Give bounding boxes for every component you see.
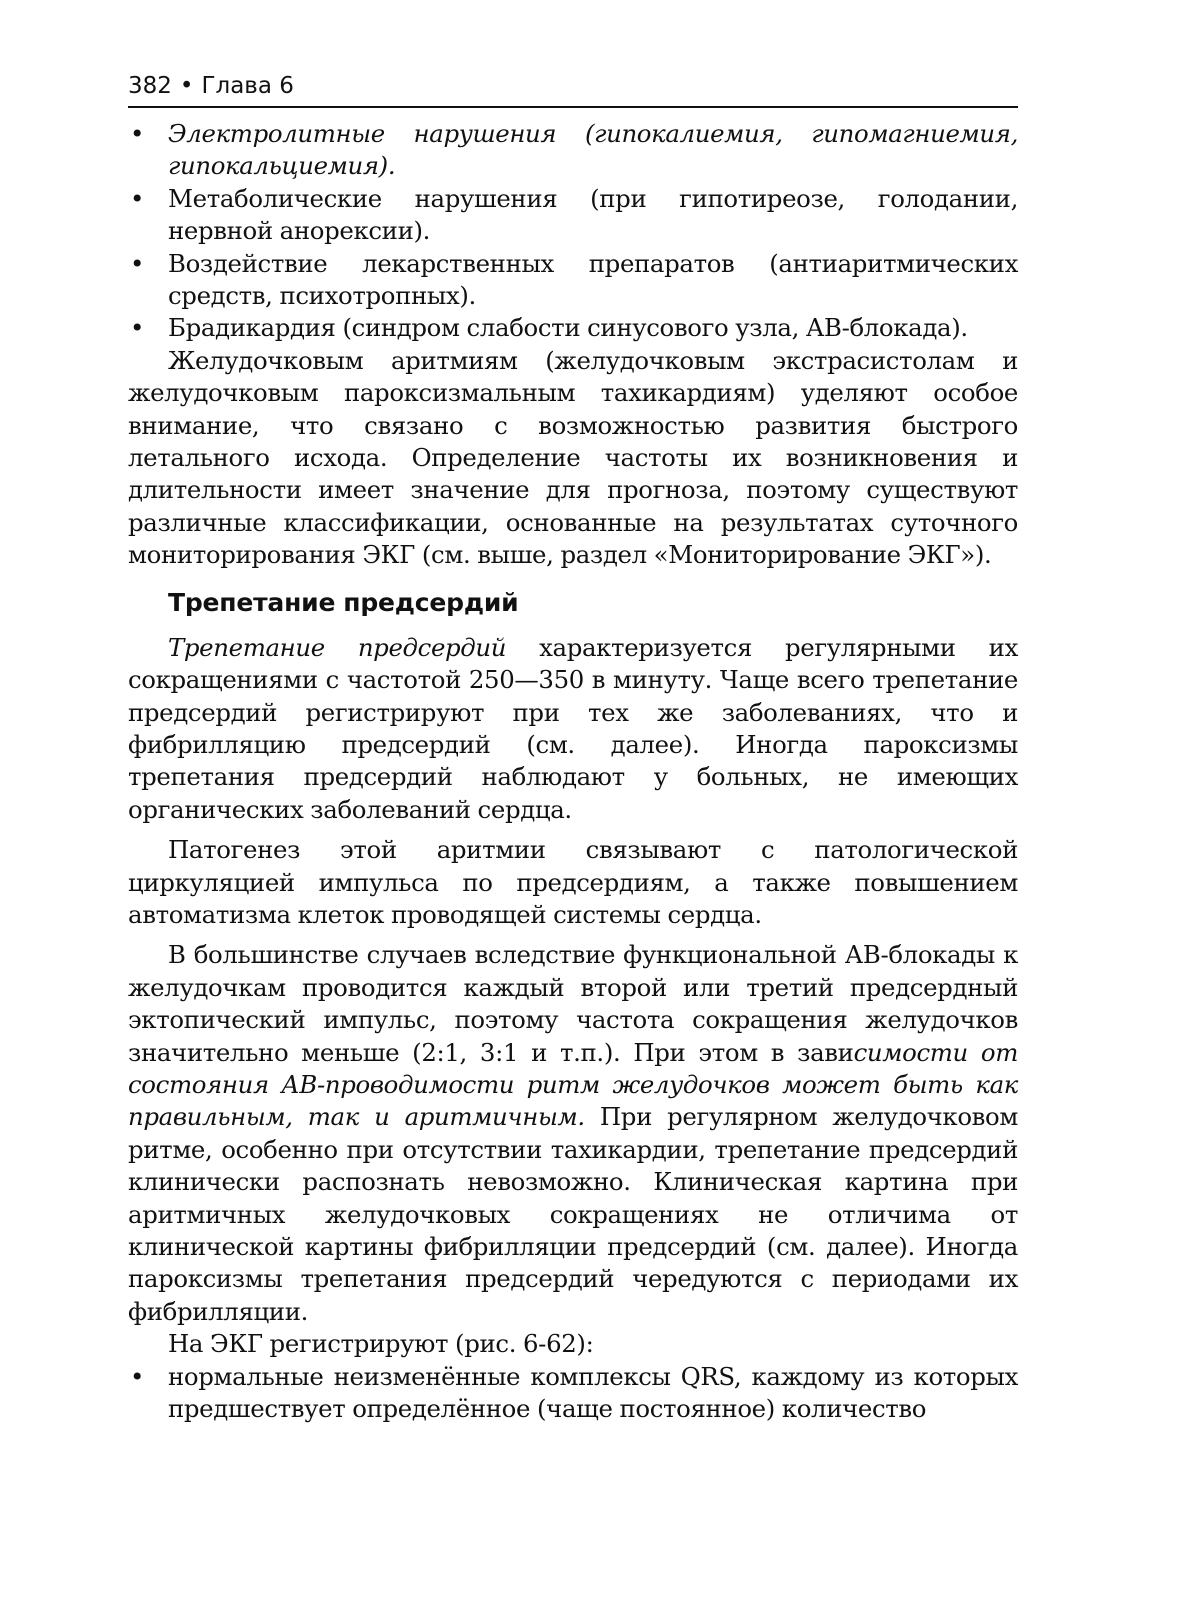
list-item: • нормальные неизменённые комплексы QRS, каждому из которых предшествует определённое (чаще постоянное) количество — [128, 1361, 1018, 1426]
cause-list — [128, 118, 1018, 345]
list-item: • Брадикардия (синдром слабости синусового узла, АВ-блокада). — [128, 312, 1018, 344]
list-item: • Электролитные нарушения (гипокалиемия, гипомагниемия, гипокальциемия). — [128, 118, 1018, 183]
section-title: Трепетание предсердий — [168, 587, 519, 617]
body-text — [128, 118, 1018, 1425]
defined-term: Трепетание предсердий — [168, 632, 507, 662]
paragraph-ventricular-arrhythmias: Желудочковым аритмиям (желудочковым экстрасистолам и желудочковым пароксизмальным тахикардиям) уделяют особое внимание, что связано с возможностью развития быстрого летального исхода. Определение частоты их возникновения и длительности имеет значение для прогноза, поэтому существуют различные классификации, основанные на результатах суточного мониторирования ЭКГ (см. выше, раздел «Мониторирование ЭКГ»). — [128, 345, 1018, 570]
paragraph-conduction — [128, 939, 1018, 1328]
definition-text: характеризуется регулярными их сокращениями с частотой 250—350 в минуту. Чаще всего трепетание предсердий регистрируют при тех же заболеваниях, что и фибрилляцию предсердий (см. далее). Иногда пароксизмы трепетания предсердий наблюдают у больных, не имеющих органических заболеваний сердца. — [128, 632, 1018, 824]
list-item: • Метаболические нарушения (при гипотиреозе, голодании, нервной анорексии). — [128, 183, 1018, 248]
conduction-text-a: В большинстве случаев вследствие функциональной АВ-блокады к желудочкам проводится каждый второй или третий предсердный эктопический импульс, поэтому частота сокращения желудочков значительно меньше (2:1, 3:1 и т.п.). При этом в зави — [128, 940, 1018, 1067]
paragraph-pathogenesis: Патогенез этой аритмии связывают с патологической циркуляцией импульса по предсердиям, а также повышением автоматизма клеток проводящей системы сердца. — [128, 835, 1018, 929]
list-item: • Воздействие лекарственных препаратов (антиаритмических средств, психотропных). — [128, 248, 1018, 313]
conduction-text-italic: симости от состояния АВ-проводимости ритм желудочков может быть как правильным, так и аритмичным. — [128, 1037, 1018, 1132]
conduction-text-b: При регулярном желудочковом ритме, особенно при отсутствии тахикардии, трепетание предсердий клинически распознать невозможно. Клиническая картина при аритмичных желудочковых сокращениях не отличима от клинической картины фибрилляции предсердий (см. далее). Иногда пароксизмы трепетания предсердий чередуются с периодами их фибрилляции. — [128, 1102, 1018, 1326]
ecg-findings-list — [128, 1361, 1018, 1426]
chapter-label: Глава 6 — [201, 73, 294, 99]
paragraph-ecg-intro: На ЭКГ регистрируют (рис. 6-62): — [168, 1329, 594, 1359]
running-head — [128, 70, 1018, 108]
book-page — [128, 70, 1018, 1425]
page-number: 382 — [128, 73, 172, 99]
header-separator: • — [179, 73, 194, 99]
paragraph-definition — [128, 632, 1018, 826]
